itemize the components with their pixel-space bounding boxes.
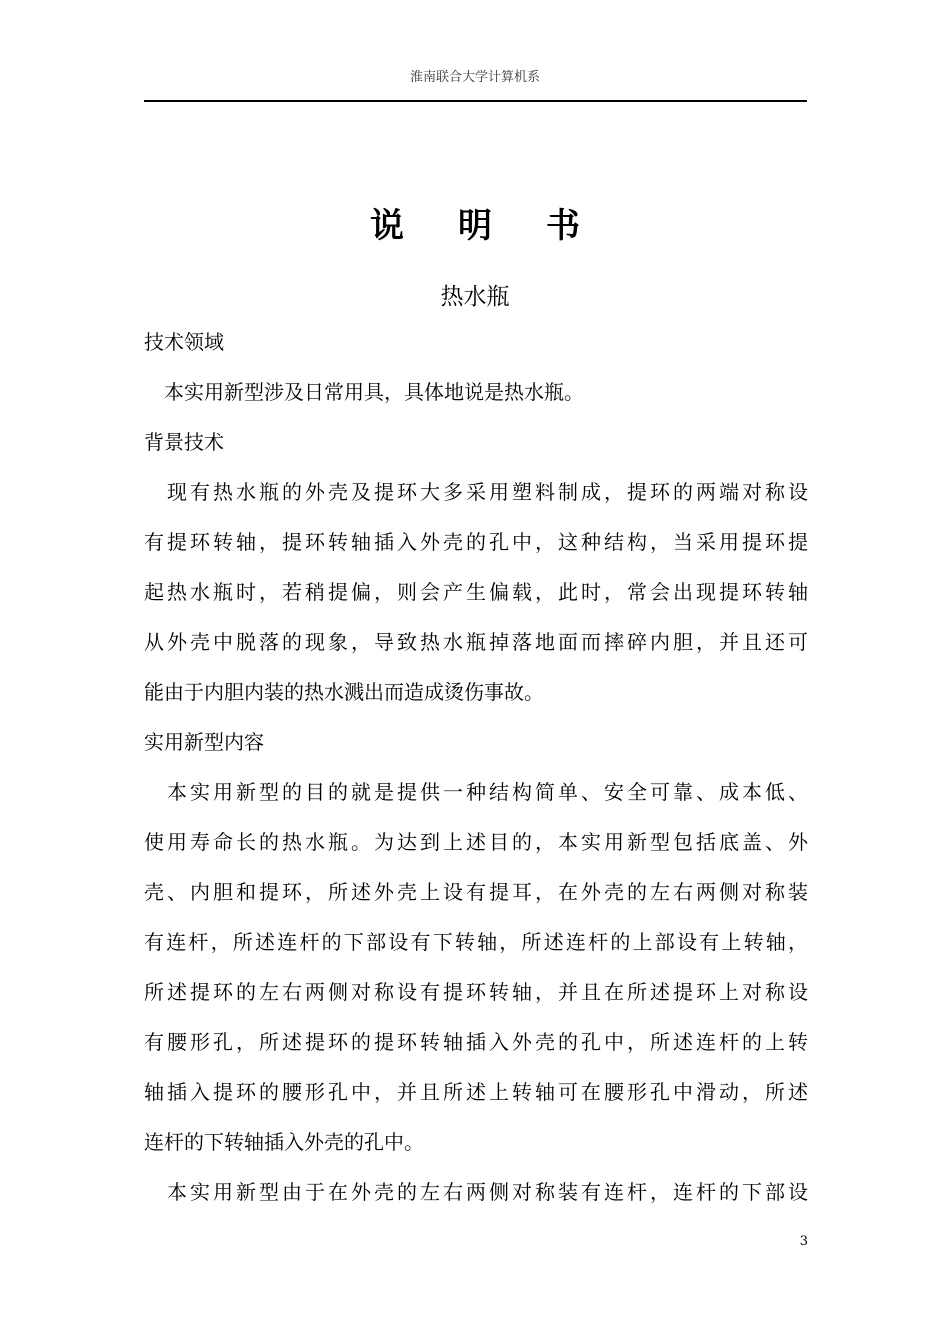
header-divider [144, 100, 807, 102]
paragraph-line: 有腰形孔，所述提环的提环转轴插入外壳的孔中，所述连杆的上转 [144, 1030, 808, 1054]
paragraph-line: 从外壳中脱落的现象，导致热水瓶掉落地面而摔碎内胆，并且还可 [144, 630, 808, 654]
document-subtitle: 热水瓶 [440, 284, 510, 310]
paragraph-line: 现有热水瓶的外壳及提环大多采用塑料制成，提环的两端对称设 [144, 480, 808, 504]
paragraph-line: 壳、内胆和提环，所述外壳上设有提耳，在外壳的左右两侧对称装 [144, 880, 808, 904]
paragraph-line: 轴插入提环的腰形孔中，并且所述上转轴可在腰形孔中滑动，所述 [144, 1080, 808, 1104]
paragraph-line: 有提环转轴，提环转轴插入外壳的孔中，这种结构，当采用提环提 [144, 530, 808, 554]
section-heading-content: 实用新型内容 [144, 730, 264, 754]
paragraph-line: 本实用新型由于在外壳的左右两侧对称装有连杆，连杆的下部设 [144, 1180, 808, 1204]
paragraph-line: 起热水瓶时，若稍提偏，则会产生偏载，此时，常会出现提环转轴 [144, 580, 808, 604]
section-heading-background: 背景技术 [144, 430, 224, 454]
paragraph-line: 使用寿命长的热水瓶。为达到上述目的，本实用新型包括底盖、外 [144, 830, 808, 854]
paragraph-line: 连杆的下转轴插入外壳的孔中。 [144, 1130, 424, 1154]
paragraph-line: 本实用新型的目的就是提供一种结构简单、安全可靠、成本低、 [144, 780, 808, 804]
page-header: 淮南联合大学计算机系 [409, 70, 540, 85]
paragraph-line: 有连杆，所述连杆的下部设有下转轴，所述连杆的上部设有上转轴， [144, 930, 808, 954]
section-heading-tech-field: 技术领域 [144, 330, 224, 354]
page-number: 3 [799, 1234, 808, 1249]
paragraph-line: 能由于内胆内装的热水溅出而造成烫伤事故。 [144, 680, 544, 704]
paragraph-line: 所述提环的左右两侧对称设有提环转轴，并且在所述提环上对称设 [144, 980, 808, 1004]
paragraph-line: 本实用新型涉及日常用具，具体地说是热水瓶。 [144, 380, 584, 404]
document-title: 说明书 [370, 206, 634, 246]
